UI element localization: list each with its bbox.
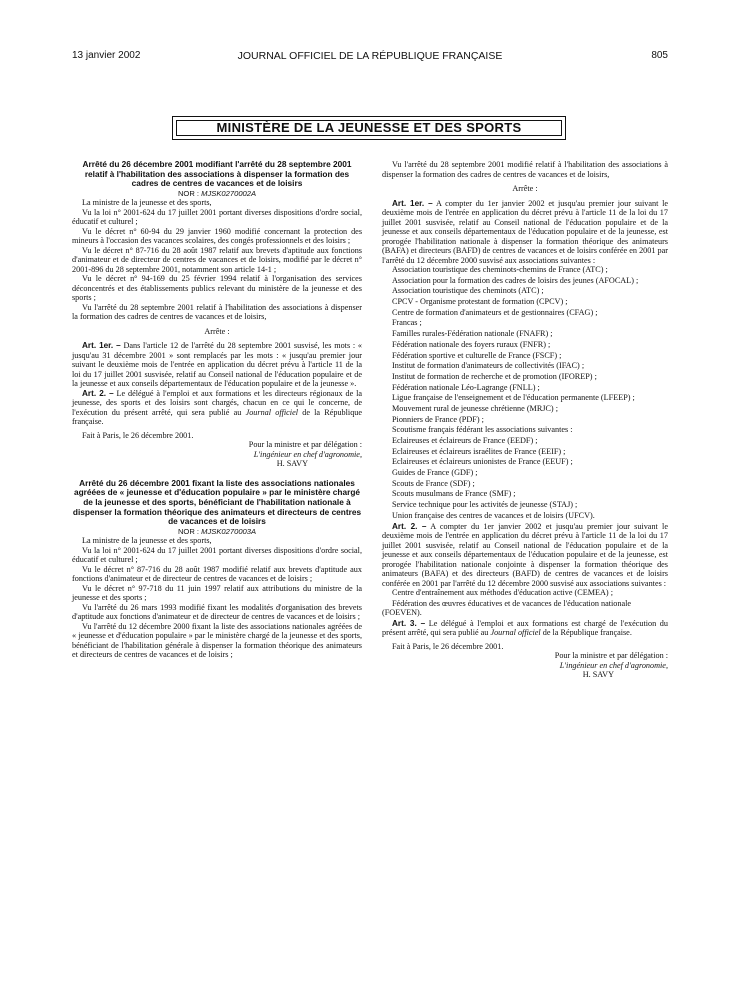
article-text: de la République française. — [72, 407, 363, 427]
ministry-heading: MINISTÈRE DE LA JEUNESSE ET DES SPORTS — [172, 116, 566, 140]
article-text: Le délégué à l'emploi et aux formations et les directeurs régionaux de la jeunesse, des sports et des loisirs sont chargés, chacun en ce qui le concerne, de l'exécution du présent arrêté, qui sera publié au — [72, 388, 362, 417]
list-item: Eclaireuses et éclaireurs unionistes de France (EEUF) ; — [392, 457, 573, 467]
list-item: Eclaireuses et éclaireurs de France (EEDF) ; — [392, 436, 538, 445]
article-label: Art. 1er. – — [82, 341, 121, 351]
list-item: Association pour la formation des cadres de loisirs des jeunes (AFOCAL) ; — [392, 275, 639, 285]
decree2-para: Vu la loi n° 2001-624 du 17 juillet 2001 portant diverses dispositions d'ordre social, éducatif et culturel ; — [72, 545, 362, 565]
decree2-done: Fait à Paris, le 26 décembre 2001. — [392, 641, 504, 651]
decree2-article-3 — [382, 619, 668, 638]
list-item: Institut de formation d'animateurs de collectivités (IFAC) ; — [392, 361, 585, 371]
decree2-para: Vu le décret n° 97-718 du 11 juin 1997 relatif aux attributions du ministre de la jeunesse et des sports ; — [72, 583, 362, 603]
page-header — [72, 50, 668, 64]
list-item: Association touristique des cheminots-chemins de France (ATC) ; — [392, 265, 608, 274]
list-item: Familles rurales-Fédération nationale (FNAFR) ; — [392, 329, 553, 339]
decree1-nor-code: MJSK0270002A — [201, 188, 257, 198]
list-item: Fédération des œuvres éducatives et de vacances de l'éducation nationale (FOEVEN). — [382, 598, 632, 618]
list-item: Guides de France (GDF) ; — [392, 468, 478, 478]
header-journal-title: JOURNAL OFFICIEL DE LA RÉPUBLIQUE FRANÇAISE — [237, 50, 503, 62]
list-item: Fédération nationale des foyers ruraux (FNFR) ; — [392, 339, 551, 349]
right-column — [382, 160, 668, 680]
decree2-title: Arrêté du 26 décembre 2001 fixant la liste des associations nationales agréées de « jeunesse et d'éducation populaire » par le ministère chargé de la jeunesse et des sports, bénéficiant de l'habilitation nationale à dispenser la formation théorique des animateurs et directeurs de centres de vacances et de loisirs — [72, 477, 362, 527]
decree2-para: Vu l'arrêté du 26 mars 1993 modifié fixant les modalités d'organisation des brevets d'aptitude aux fonctions d'animateur et de directeur de centres de vacances et de loisirs ; — [72, 602, 362, 622]
decree1-signature-line: Pour la ministre et par délégation : — [248, 440, 362, 450]
left-column — [72, 160, 362, 660]
association-list-1 — [382, 265, 668, 520]
decree2-nor-label: NOR : — [177, 526, 200, 536]
list-item: Centre de formation d'animateurs et de gestionnaires (CFAG) ; — [392, 307, 598, 317]
decree2-para: Vu le décret n° 87-716 du 28 août 1987 modifié relatif aux brevets d'aptitude aux fonctions d'animateur et de directeur de centres de vacances et de loisirs ; — [72, 564, 362, 584]
decree1-signature-title: L'ingénieur en chef d'agronomie, — [253, 449, 362, 459]
decree1-para: Vu l'arrêté du 28 septembre 2001 relatif à l'habilitation des associations à dispenser la formation des cadres de centres de vacances et de loisirs, — [72, 302, 362, 322]
list-item: Francas ; — [392, 318, 422, 328]
list-item: Scouts de France (SDF) ; — [392, 478, 475, 488]
article-label: Art. 2. – — [392, 521, 427, 531]
decree1-nor-label: NOR : — [177, 188, 200, 198]
list-item: Institut de formation de recherche et de promotion (IFOREP) ; — [392, 371, 597, 381]
decree2-para: Vu l'arrêté du 12 décembre 2000 fixant la liste des associations nationales agréées de « jeunesse et d'éducation populaire » par le ministère chargé de la jeunesse et des sports, bénéficiant de l'habilitation générale à dispenser la formation théorique des animateurs et directeurs de centres de vacances et de loisirs ; — [72, 621, 362, 660]
list-item: Fédération nationale Léo-Lagrange (FNLL) ; — [392, 382, 540, 392]
decree2-arrete: Arrête : — [512, 184, 538, 193]
article-text: Dans l'article 12 de l'arrêté du 28 septembre 2001 susvisé, les mots : « jusqu'au 31 décembre 2001 » sont remplacés par les mots : « jusqu'au premier jour suivant le deuxième mois de l'entrée en application du décret prévu à l'article 11 de la loi du 17 juillet 2001 susvisée, relatif au Conseil national de l'éducation populaire et de la jeunesse et aux conseils départementaux de l'éducation populaire et de la jeunesse ». — [72, 341, 363, 389]
list-item: CPCV - Organisme protestant de formation (CPCV) ; — [392, 297, 568, 307]
decree1-para: Vu le décret n° 60-94 du 29 janvier 1960 modifié concernant la protection des mineurs à l'occasion des vacances scolaires, des congés professionnels et des loisirs ; — [72, 226, 362, 246]
decree1-article-2 — [72, 389, 362, 427]
article-text: A compter du 1er janvier 2002 et jusqu'au premier jour suivant le deuxième mois de l'entrée en application du décret prévu à l'article 11 de la loi du 17 juillet 2001 susvisée, relatif au Conseil national de l'éducation populaire et de la jeunesse et aux conseils départementaux de l'éducation populaire et de la jeunesse, est prorogée l'habilitation nationale à dispenser la formation théorique des animateurs (BAFA) et directeurs (BAFD) de centres de vacances et de loisirs conférée en 2001 par l'arrêté du 12 décembre 2000 susvisé aux associations suivantes : — [382, 198, 668, 265]
decree2-article-1 — [382, 199, 668, 266]
article-text: Le délégué à l'emploi et aux formations est chargé de l'exécution du présent arrêté, qui sera publié au — [382, 618, 668, 638]
decree1-signature-name: H. SAVY — [276, 459, 308, 469]
decree2-article-2 — [382, 522, 668, 589]
decree2-signature-name: H. SAVY — [582, 670, 614, 680]
list-item: Service technique pour les activités de jeunesse (STAJ) ; — [392, 500, 578, 510]
list-item: Eclaireuses et éclaireurs israélites de France (EEIF) ; — [392, 446, 566, 456]
list-item: Centre d'entraînement aux méthodes d'éducation active (CEMEA) ; — [392, 588, 613, 597]
decree1-nor — [72, 189, 362, 199]
decree1-title: Arrêté du 26 décembre 2001 modifiant l'arrêté du 28 septembre 2001 relatif à l'habilitation des associations à dispenser la formation des cadres de centres de vacances et de loisirs — [82, 159, 352, 189]
decree2-signature-line: Pour la ministre et par délégation : — [554, 651, 668, 661]
list-item: Scoutisme français fédérant les associations suivantes : — [392, 425, 573, 435]
list-item: Mouvement rural de jeunesse chrétienne (MRJC) ; — [392, 403, 558, 413]
decree1-para: Vu la loi n° 2001-624 du 17 juillet 2001 portant diverses dispositions d'ordre social, éducatif et culturel ; — [72, 207, 362, 227]
header-page-number: 805 — [651, 50, 668, 61]
article-label: Art. 3. – — [392, 618, 426, 628]
association-list-2 — [382, 588, 668, 618]
list-item: Association touristique des cheminots (ATC) ; — [392, 286, 544, 296]
article-label: Art. 1er. – — [392, 198, 433, 208]
journal-officiel-ref: Journal officiel — [245, 407, 298, 417]
list-item: Union française des centres de vacances et de loisirs (UFCV). — [392, 510, 595, 520]
header-date: 13 janvier 2002 — [72, 50, 141, 61]
journal-officiel-ref: Journal officiel — [490, 628, 541, 638]
list-item: Ligue française de l'enseignement et de l'éducation permanente (LFEEP) ; — [392, 393, 635, 403]
list-item: Fédération sportive et culturelle de France (FSCF) ; — [392, 350, 562, 360]
decree1-done: Fait à Paris, le 26 décembre 2001. — [82, 430, 194, 440]
list-item: Pionniers de France (PDF) ; — [392, 414, 484, 424]
decree1-para: Vu le décret n° 87-716 du 28 août 1987 relatif aux brevets d'aptitude aux fonctions d'animateur et de directeur de centres de vacances et de loisirs, modifié par le décret n° 2001-896 du 28 septembre 2001, notamment son article 14-1 ; — [72, 245, 362, 274]
article-text: A compter du 1er janvier 2002 et jusqu'au premier jour suivant le deuxième mois de l'entrée en application du décret prévu à l'article 11 de la loi du 17 juillet 2001 susvisée, relatif au Conseil national de l'éducation populaire et de la jeunesse et aux conseils départementaux de l'éducation populaire et de la jeunesse, est prorogée l'habilitation nationale conjointe à dispenser la formation théorique des animateurs (BAFA) et des directeurs (BAFD) de centres de vacances et de loisirs conférée en 2001 par l'arrêté du 12 décembre 2000 susvisé aux associations suivantes : — [382, 521, 668, 588]
list-item: Scouts musulmans de France (SMF) ; — [392, 489, 516, 499]
decree1-para: Vu le décret n° 94-169 du 25 février 1994 relatif à l'organisation des services déconcentrés et des établissements publics relevant du ministère de la jeunesse et des sports ; — [72, 274, 362, 303]
decree1-article-1 — [72, 341, 362, 389]
decree2-para: Vu l'arrêté du 28 septembre 2001 modifié relatif à l'habilitation des associations à dispenser la formation des cadres de centres de vacances et de loisirs, — [382, 160, 668, 179]
decree2-nor-code: MJSK0270003A — [201, 526, 257, 536]
article-text: de la République française. — [542, 628, 632, 638]
decree2-nor — [72, 527, 362, 537]
decree1-arrete: Arrête : — [204, 326, 230, 336]
decree2-signature-title: L'ingénieur en chef d'agronomie, — [559, 660, 668, 670]
decree1-para: La ministre de la jeunesse et des sports, — [82, 198, 212, 208]
article-label: Art. 2. – — [82, 388, 114, 398]
decree2-para: La ministre de la jeunesse et des sports, — [82, 536, 212, 546]
